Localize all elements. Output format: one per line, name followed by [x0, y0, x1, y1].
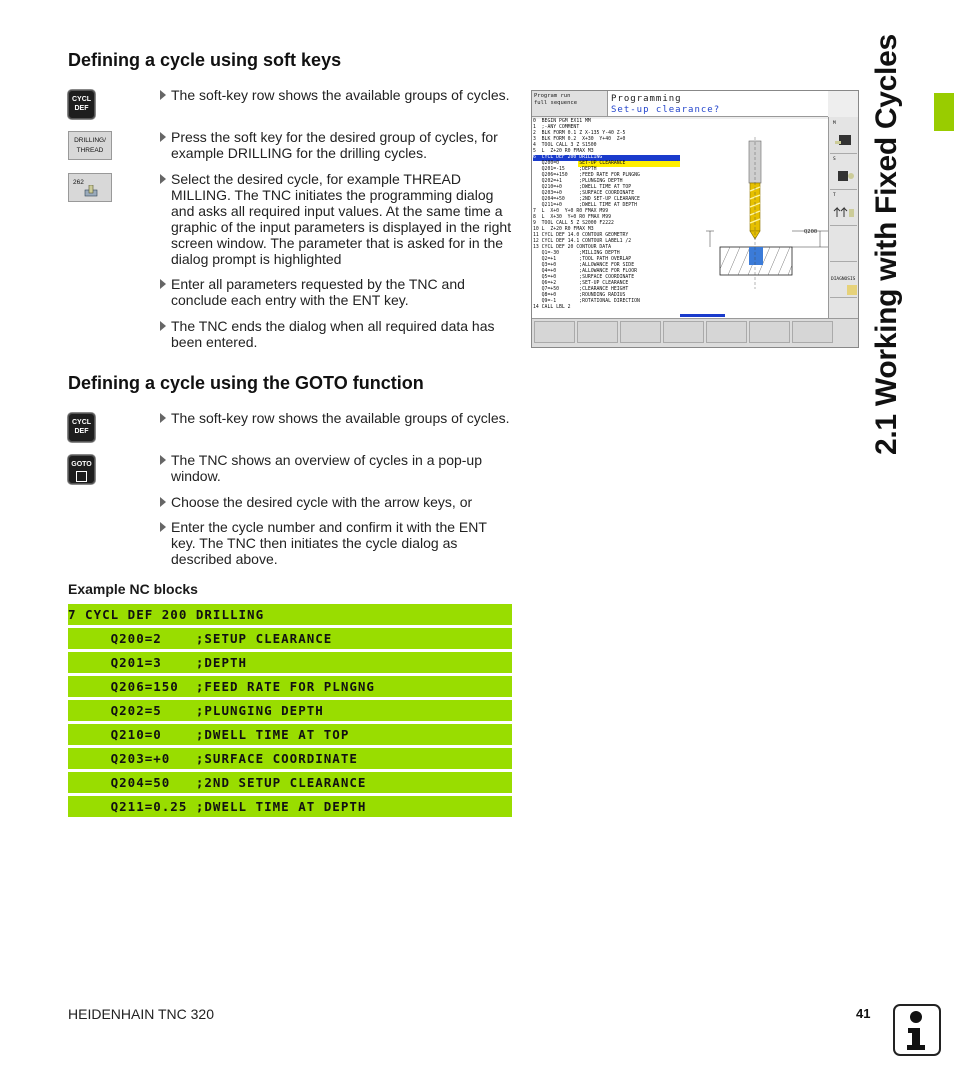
program-line: Q7=+50 ;CLEARANCE HEIGHT: [533, 287, 629, 292]
program-line: Q211=+0 ;DWELL TIME AT DEPTH: [533, 203, 637, 208]
program-line: 13 CYCL DEF 20 CONTOUR DATA: [533, 245, 611, 250]
goto-square-icon: [76, 471, 87, 482]
softkey-s: S: [830, 155, 857, 190]
screen-mode-label: Program run full sequence: [532, 91, 608, 117]
softkey-t: T: [830, 191, 857, 226]
program-line: 10 L Z+20 R0 FMAX M3: [533, 227, 594, 232]
program-line: 12 CYCL DEF 14.1 CONTOUR LABEL1 /2: [533, 239, 632, 244]
bullet-arrow-icon: [160, 90, 166, 100]
footer-product: HEIDENHAIN TNC 320: [68, 1006, 215, 1022]
cycl-def-key-label-2: DEF: [74, 105, 89, 112]
nc-block-row: Q210=0 ;DWELL TIME AT TOP: [68, 724, 512, 745]
program-line: Q204=+50 ;2ND SET-UP CLEARANCE: [533, 197, 640, 202]
spindle-icon: [835, 133, 855, 147]
nc-block-row: 7 CYCL DEF 200 DRILLING: [68, 604, 512, 625]
cycl-def-key: [68, 90, 95, 119]
cycl-def-key: [68, 413, 95, 442]
program-line: 6 CYCL DEF 200 DRILLING: [533, 155, 681, 161]
program-line: 3 BLK FORM 0.2 X+30 Y+40 Z+0: [533, 137, 626, 142]
program-line: Q201=-15 ;DEPTH: [533, 167, 597, 172]
tnc-screen: [531, 90, 859, 348]
spindle-speed-icon: [835, 169, 855, 183]
program-line: 4 TOOL CALL 3 Z S1500: [533, 143, 597, 148]
nc-block-row: Q204=50 ;2ND SETUP CLEARANCE: [68, 772, 512, 793]
vertical-softkey-bar: [828, 117, 858, 321]
bullet-arrow-icon: [160, 321, 166, 331]
program-line: 2 BLK FORM 0.1 Z X-135 Y-40 Z-5: [533, 131, 626, 136]
chapter-side-title: 2.1 Working with Fixed Cycles: [870, 34, 903, 455]
cycl-def-key-label-1: CYCL: [71, 96, 92, 103]
drilling-graphic: [680, 119, 830, 319]
program-line: Q4=+0 ;ALLOWANCE FOR FLOOR: [533, 269, 637, 274]
cycle-graphic: [680, 119, 830, 319]
cycl-def-key-label-1: CYCL: [71, 419, 92, 426]
softkey-slot: [534, 321, 575, 343]
program-line: 7 L X+0 Y+0 R0 FMAX M99: [533, 209, 609, 214]
section-title-goto: Defining a cycle using the GOTO function: [68, 373, 424, 393]
step-item: Choose the desired cycle with the arrow keys, or: [160, 494, 512, 510]
program-line: Q203=+0 ;SURFACE COORDINATE: [533, 191, 635, 196]
step-item: The TNC ends the dialog when all required data has been entered.: [160, 318, 512, 350]
softkey-m: M: [830, 119, 857, 154]
program-line: 14 CALL LBL 2: [533, 305, 571, 310]
info-icon: [893, 1004, 941, 1056]
program-line: 8 L X+30 Y+0 R0 FMAX M99: [533, 215, 611, 220]
program-line: 0 BEGIN PGM EX11 MM: [533, 119, 591, 124]
bullet-arrow-icon: [160, 522, 166, 532]
step-item: Press the soft key for the desired group of cycles, for example DRILLING for the drilling cycles.: [160, 129, 512, 161]
nc-block-row: Q200=2 ;SETUP CLEARANCE: [68, 628, 512, 649]
horizontal-softkey-bar: [532, 318, 858, 347]
bullet-arrow-icon: [160, 455, 166, 465]
dialog-title: Programming: [611, 94, 682, 104]
goto-key-label: GOTO: [71, 461, 92, 468]
program-line: 9 TOOL CALL 5 Z S2000 F2222: [533, 221, 614, 226]
nc-block-row: Q202=5 ;PLUNGING DEPTH: [68, 700, 512, 721]
nc-block-row: Q203=+0 ;SURFACE COORDINATE: [68, 748, 512, 769]
thread-mill-icon: [84, 185, 98, 197]
program-line: Q6=+2 ;SET-UP CLEARANCE: [533, 281, 629, 286]
program-line: Q206=+150 ;FEED RATE FOR PLNGNG: [533, 173, 640, 178]
page-number: 41: [856, 1006, 871, 1021]
program-listing: [532, 119, 681, 319]
program-line: 5 L Z+20 R0 FMAX M3: [533, 149, 594, 154]
step-item: Enter the cycle number and confirm it with the ENT key. The TNC then initiates the cycle dialog as described above.: [160, 519, 512, 567]
softkey-slot: [792, 321, 833, 343]
nc-block-row: Q211=0.25 ;DWELL TIME AT DEPTH: [68, 796, 512, 817]
step-item: Enter all parameters requested by the TNC and conclude each entry with the ENT key.: [160, 276, 512, 308]
program-line: Q8=+0 ;ROUNDING RADIUS: [533, 293, 626, 298]
step-item: Select the desired cycle, for example THREAD MILLING. The TNC initiates the programming dialog and asks all required input values. At the same time a graphic of the input parameters is displayed in the right screen window. The parameter that is asked for in the dialog prompt is highlighted: [160, 171, 512, 267]
bullet-arrow-icon: [160, 174, 166, 184]
softkey-slot: [620, 321, 661, 343]
nc-block-row: Q206=150 ;FEED RATE FOR PLNGNG: [68, 676, 512, 697]
program-line: 1 ;-ANY COMMENT: [533, 125, 580, 130]
bullet-arrow-icon: [160, 497, 166, 507]
softkey-slot: [577, 321, 618, 343]
program-line: Q200=0 SET-UP CLEARANCE: [533, 161, 681, 167]
program-line: Q210=+0 ;DWELL TIME AT TOP: [533, 185, 632, 190]
program-line: Q9=-1 ;ROTATIONAL DIRECTION: [533, 299, 640, 304]
cycl-def-key-label-2: DEF: [74, 428, 89, 435]
softkey-diagnosis: DIAGNOSIS: [830, 263, 857, 298]
drilling-softkey-label-2: THREAD: [76, 147, 104, 154]
diagnosis-icon: [847, 285, 857, 295]
drilling-thread-softkey: [68, 131, 112, 160]
program-line: Q3=+0 ;ALLOWANCE FOR SIDE: [533, 263, 635, 268]
step-item: The soft-key row shows the available groups of cycles.: [160, 410, 512, 426]
program-line: Q202=+1 ;PLUNGING DEPTH: [533, 179, 623, 184]
example-title: Example NC blocks: [68, 581, 198, 597]
cycle-262-label: 262: [73, 179, 84, 186]
step-item: The soft-key row shows the available groups of cycles.: [160, 87, 512, 103]
bullet-arrow-icon: [160, 279, 166, 289]
softkey-slot: [749, 321, 790, 343]
screen-dialog: [608, 91, 828, 117]
program-line: 11 CYCL DEF 14.0 CONTOUR GEOMETRY: [533, 233, 629, 238]
bullet-arrow-icon: [160, 413, 166, 423]
drilling-softkey-label-1: DRILLING/: [74, 137, 106, 144]
program-line: Q5=+0 ;SURFACE COORDINATE: [533, 275, 635, 280]
program-line: Q2=+1 ;TOOL PATH OVERLAP: [533, 257, 632, 262]
nc-block-row: Q201=3 ;DEPTH: [68, 652, 512, 673]
tool-arrows-icon: [833, 205, 855, 219]
softkey-blank: [830, 227, 857, 262]
section-title-soft-keys: Defining a cycle using soft keys: [68, 50, 342, 70]
softkey-slot: [706, 321, 747, 343]
step-item: The TNC shows an overview of cycles in a pop-up window.: [160, 452, 512, 484]
graphic-q200-label: Q200: [804, 229, 818, 235]
bullet-arrow-icon: [160, 132, 166, 142]
cycle-262-softkey: [68, 173, 112, 202]
goto-key: [68, 455, 95, 484]
dialog-prompt: Set-up clearance?: [611, 105, 721, 115]
program-line: Q1=-30 ;MILLING DEPTH: [533, 251, 620, 256]
softkey-slot: [663, 321, 704, 343]
